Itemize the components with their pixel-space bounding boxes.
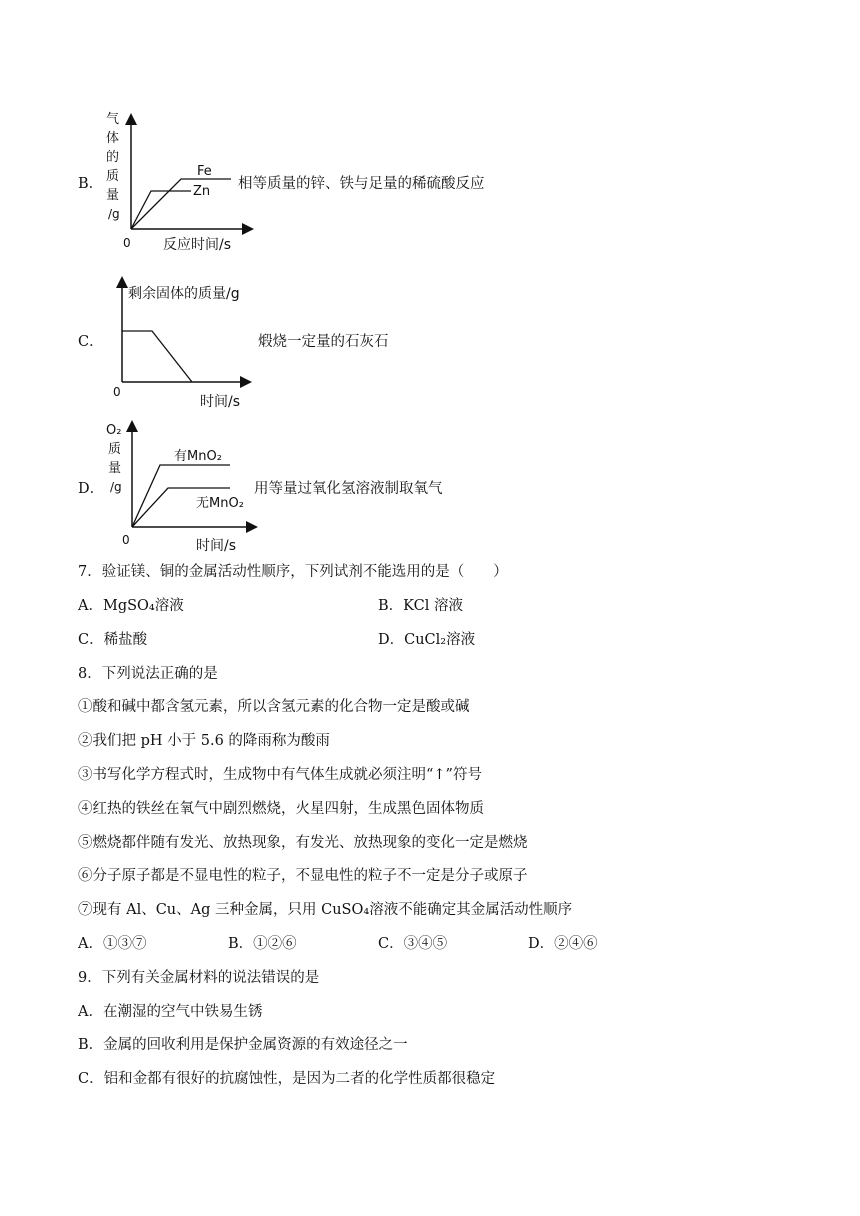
y-axis-label-b bbox=[106, 112, 120, 221]
series-with-mno2-label: 有MnO₂ bbox=[174, 449, 222, 464]
q8-item: ③书写化学方程式时，生成物中有气体生成就必须注明“↑”符号 bbox=[78, 767, 482, 783]
x-axis-label-b: 反应时间/s bbox=[163, 237, 232, 253]
q7-option-c: C．稀盐酸 bbox=[78, 632, 148, 648]
q8-stem: 8．下列说法正确的是 bbox=[78, 666, 218, 682]
series-mass-line bbox=[122, 331, 192, 382]
q9-option-a: A．在潮湿的空气中铁易生锈 bbox=[78, 1004, 263, 1020]
y-char: 的 bbox=[106, 150, 120, 165]
q8-option-c: C．③④⑤ bbox=[378, 936, 448, 952]
series-without-mno2-label: 无MnO₂ bbox=[196, 496, 244, 511]
y-char: 质 bbox=[106, 169, 120, 184]
q7-stem: 7．验证镁、铜的金属活动性顺序，下列试剂不能选用的是（ ） bbox=[78, 564, 508, 580]
graph-d bbox=[102, 418, 262, 553]
option-c-label: C． bbox=[78, 334, 104, 350]
option-b-label: B． bbox=[78, 176, 104, 192]
q7-option-d: D．CuCl₂溶液 bbox=[378, 632, 476, 648]
q8-item: ④红热的铁丝在氧气中剧烈燃烧，火星四射，生成黑色固体物质 bbox=[78, 801, 484, 817]
x-axis-label-d: 时间/s bbox=[196, 538, 237, 554]
origin-d: 0 bbox=[122, 533, 130, 547]
q8-option-d: D．②④⑥ bbox=[528, 936, 598, 952]
option-b-caption: 相等质量的锌、铁与足量的稀硫酸反应 bbox=[238, 176, 485, 192]
q9-option-c: C．铝和金都有很好的抗腐蚀性，是因为二者的化学性质都很稳定 bbox=[78, 1071, 496, 1087]
origin-c: 0 bbox=[113, 385, 121, 399]
q8-option-a: A．①③⑦ bbox=[78, 936, 147, 952]
y-char: 体 bbox=[106, 131, 120, 146]
graph-c bbox=[108, 276, 258, 411]
graph-b bbox=[100, 105, 250, 255]
y-char: 量 bbox=[108, 461, 122, 476]
series-fe-label: Fe bbox=[197, 164, 212, 179]
series-fe-line bbox=[131, 179, 231, 229]
q8-item: ⑥分子原子都是不显电性的粒子，不显电性的粒子不一定是分子或原子 bbox=[78, 868, 528, 884]
origin-b: 0 bbox=[123, 236, 131, 250]
y-axis-label-d bbox=[106, 423, 122, 494]
q9-stem: 9．下列有关金属材料的说法错误的是 bbox=[78, 970, 320, 986]
series-zn-label: Zn bbox=[193, 184, 211, 199]
x-axis-label-c: 时间/s bbox=[200, 394, 241, 410]
y-char: /g bbox=[110, 480, 122, 494]
y-char: /g bbox=[108, 207, 120, 221]
q8-item: ⑦现有 Al、Cu、Ag 三种金属，只用 CuSO₄溶液不能确定其金属活动性顺序 bbox=[78, 902, 573, 918]
series-zn-line bbox=[131, 191, 191, 229]
option-d-label: D． bbox=[78, 481, 105, 497]
y-char: 量 bbox=[106, 188, 120, 203]
y-char: 质 bbox=[108, 442, 122, 457]
q8-item: ①酸和碱中都含氢元素，所以含氢元素的化合物一定是酸或碱 bbox=[78, 699, 470, 715]
y-char: O₂ bbox=[106, 423, 122, 438]
option-c-caption: 煅烧一定量的石灰石 bbox=[258, 334, 389, 350]
q8-item: ②我们把 pH 小于 5.6 的降雨称为酸雨 bbox=[78, 733, 330, 749]
option-d-caption: 用等量过氧化氢溶液制取氧气 bbox=[254, 481, 443, 497]
q7-option-a: A．MgSO₄溶液 bbox=[78, 598, 184, 614]
q8-item: ⑤燃烧都伴随有发光、放热现象，有发光、放热现象的变化一定是燃烧 bbox=[78, 835, 528, 851]
y-axis-label-c: 剩余固体的质量/g bbox=[128, 286, 240, 302]
y-char: 气 bbox=[106, 112, 120, 127]
q9-option-b: B．金属的回收利用是保护金属资源的有效途径之一 bbox=[78, 1037, 408, 1053]
q8-option-b: B．①②⑥ bbox=[228, 936, 297, 952]
q7-option-b: B．KCl 溶液 bbox=[378, 598, 463, 614]
